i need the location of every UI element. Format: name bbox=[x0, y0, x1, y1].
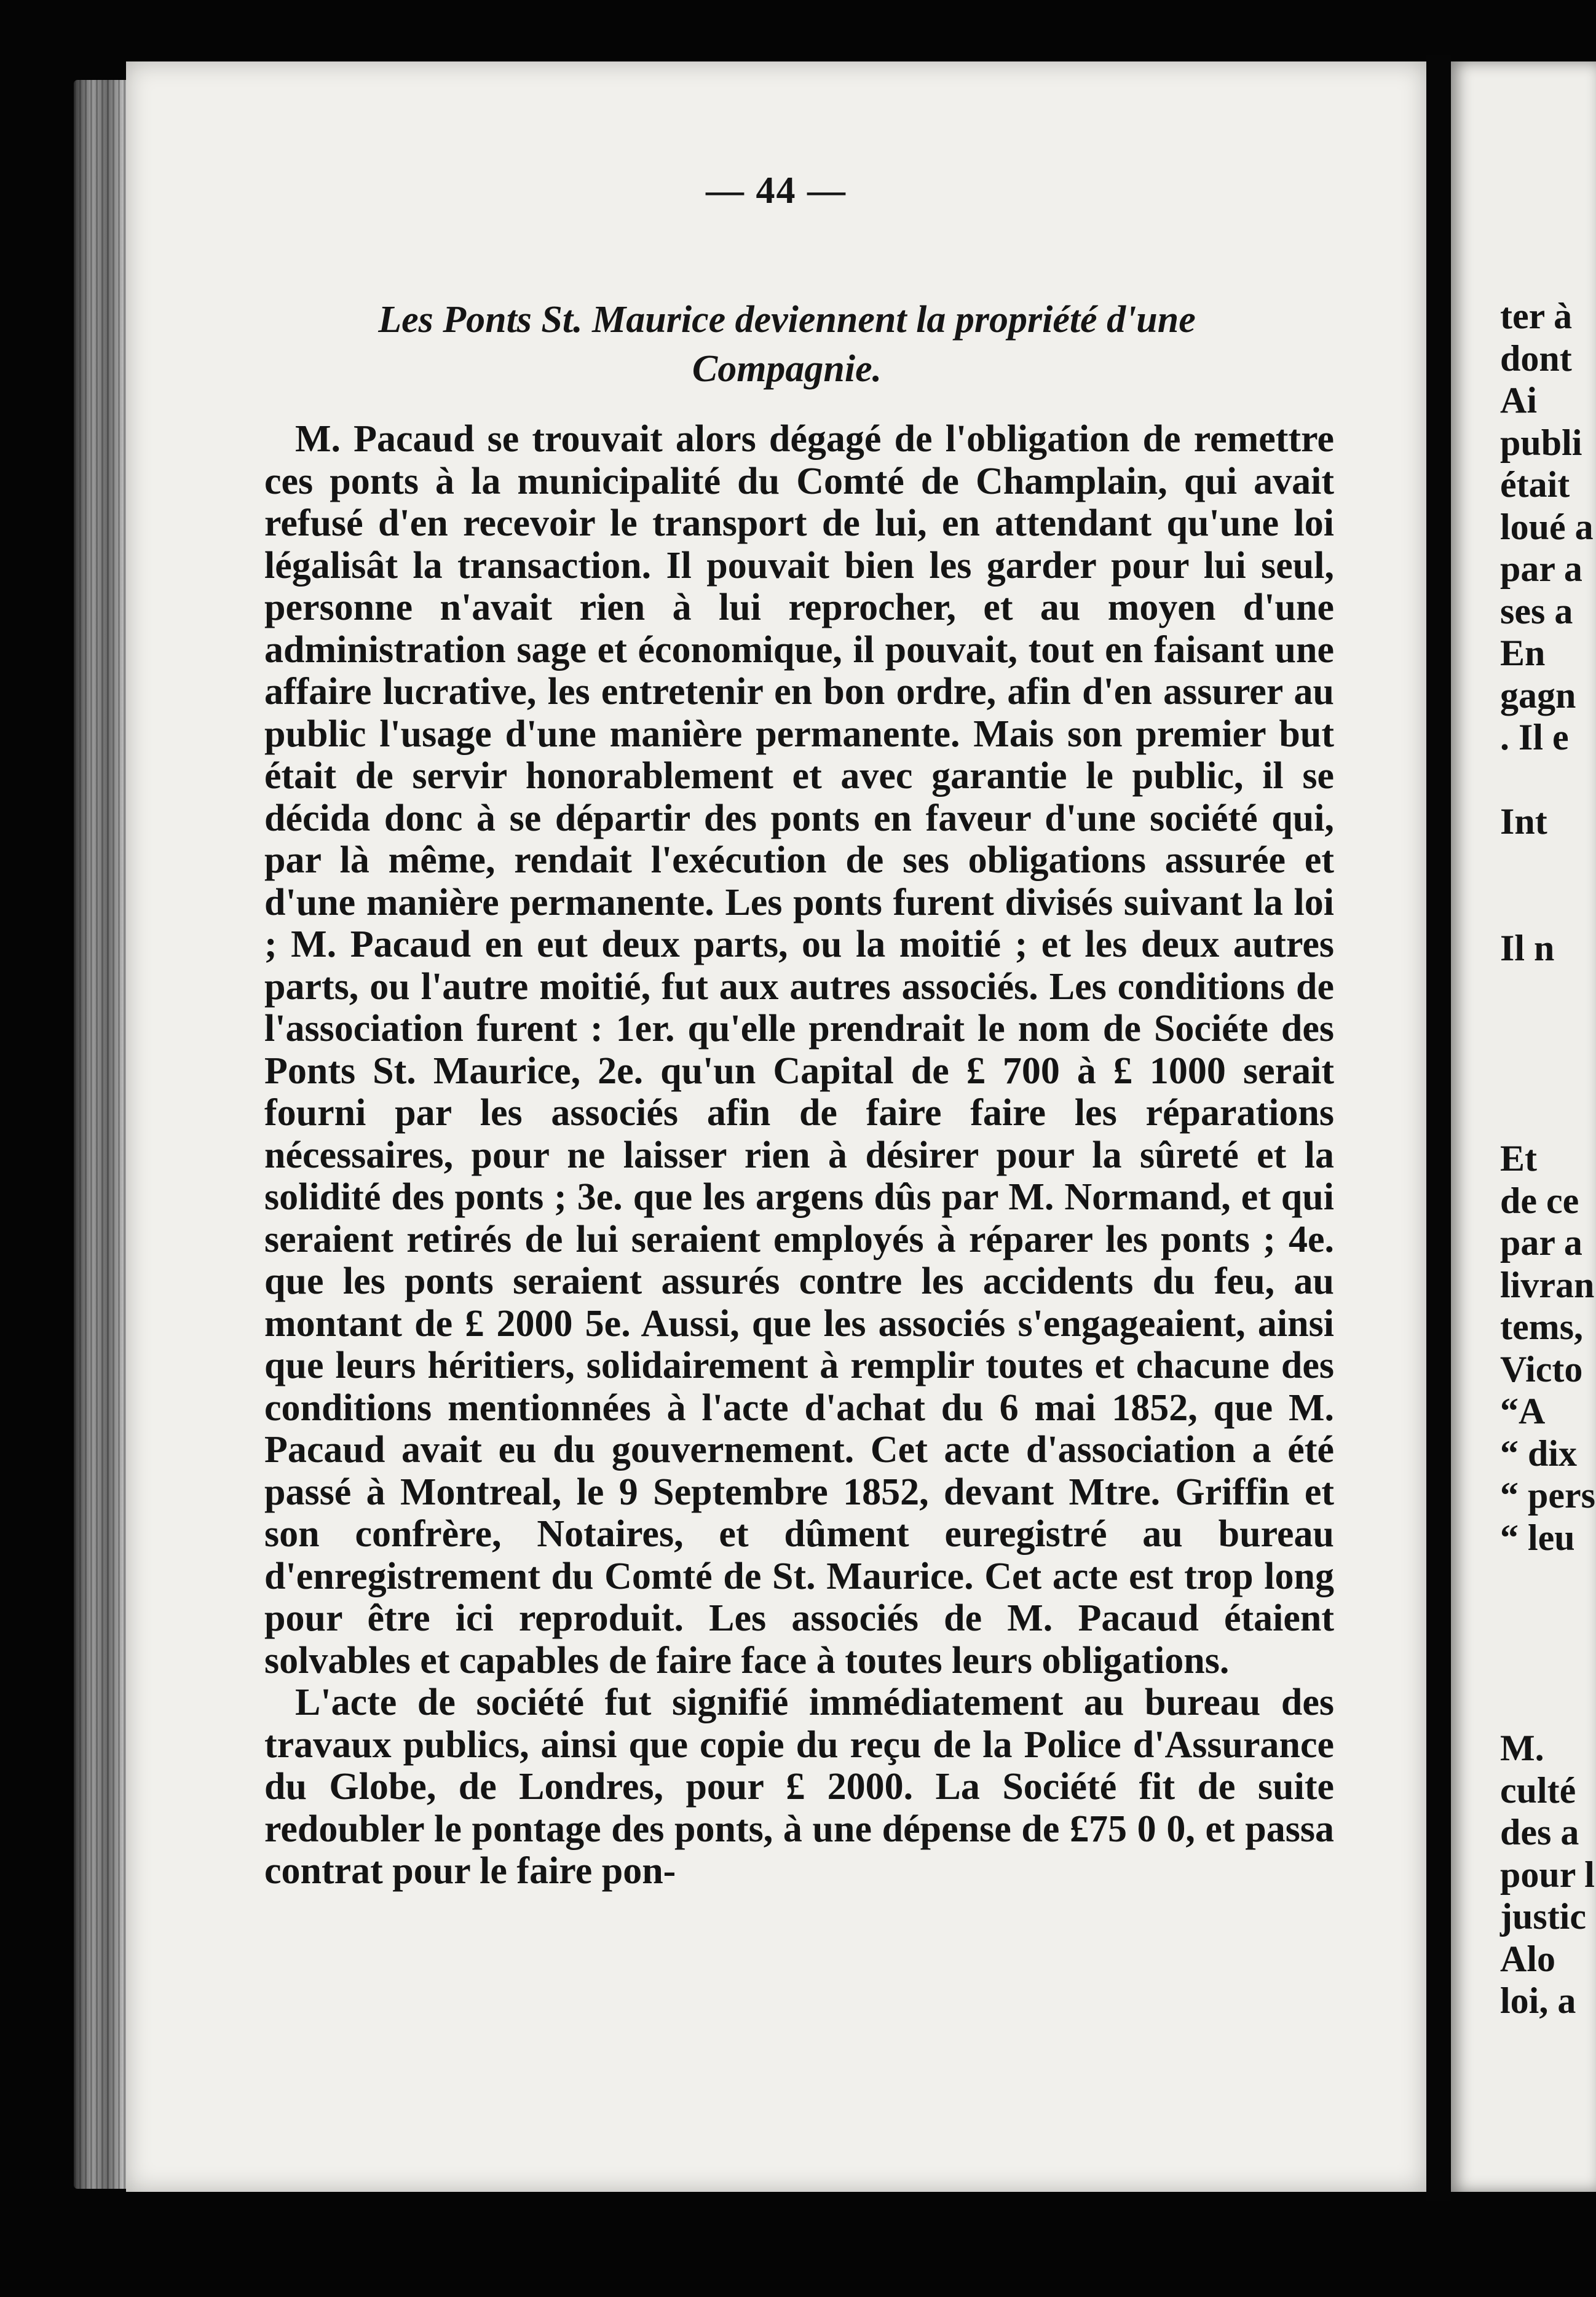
section-heading-line-1: Les Ponts St. Maurice deviennent la propriété d'une bbox=[378, 299, 1196, 341]
facing-line: Victo bbox=[1500, 1348, 1583, 1390]
facing-line bbox=[1500, 1601, 1596, 1643]
facing-line: Ai bbox=[1500, 380, 1537, 421]
facing-line: Int bbox=[1500, 801, 1547, 842]
facing-line: Il n bbox=[1500, 927, 1555, 968]
facing-line bbox=[1500, 1096, 1596, 1138]
facing-line: gagn bbox=[1500, 674, 1576, 716]
paragraph-2: L'acte de société fut signifié immédiatement au bureau des travaux publics, ainsi que copie du reçu de la Police d'Assurance du Globe, de Londres, pour £ 2000. La Société fit de suite redoubler le pontage des ponts, à une dépense de £75 0 0, et passa contrat pour le faire pon- bbox=[264, 1682, 1334, 1892]
facing-line: livran bbox=[1500, 1264, 1595, 1305]
facing-line: Alo bbox=[1500, 1938, 1555, 1979]
facing-line: culté bbox=[1500, 1769, 1576, 1811]
facing-line bbox=[1500, 759, 1596, 801]
facing-page-text bbox=[1500, 295, 1596, 2022]
facing-line: justic bbox=[1500, 1896, 1586, 1937]
facing-line: des a bbox=[1500, 1812, 1579, 1852]
facing-line: pour l bbox=[1500, 1854, 1595, 1895]
facing-line: “A bbox=[1500, 1391, 1546, 1431]
paragraph-1: M. Pacaud se trouvait alors dégagé de l'obligation de remettre ces ponts à la municipalité du Comté de Champlain, qui avait refusé d'en recevoir le transport de lui, en attendant qu'une loi légalisât la transaction. Il pouvait bien les garder pour lui seul, personne n'avait rien à lui reprocher, et au moyen d'une administration sage et économique, il pouvait, tout en faisant une affaire lucrative, les entretenir en bon ordre, afin d'en assurer au public l'usage d'une manière permanente. Mais son premier but était de servir honorablement et avec garantie le public, il se décida donc à se départir des ponts en faveur d'une société qui, par là même, rendait l'exécution de ses obligations assurée et d'une manière permanente. Les ponts furent divisés suivant la loi ; M. Pacaud en eut deux parts, ou la moitié ; et les deux autres parts, ou l'autre moitié, fut aux autres associés. Les conditions de l'association furent : 1er. qu'elle prendrait le nom de Sociéte des Ponts St. Maurice, 2e. qu'un Capital de £ 700 à £ 1000 serait fourni par les associés afin de faire faire les réparations nécessaires, pour ne laisser rien à désirer pour la sûreté et la solidité des ponts ; 3e. que les argens dûs par M. Normand, et qui seraient retirés de lui seraient employés à réparer les ponts ; 4e. que les ponts seraient assurés contre les accidents du feu, au montant de £ 2000 5e. Aussi, que les associés s'engageaient, ainsi que leurs héritiers, solidairement à remplir toutes et chacune des conditions mentionnées à l'acte d'achat du 6 mai 1852, que M. Pacaud avait eu du gouvernement. Cet acte d'association a été passé à Montreal, le 9 Septembre 1852, devant Mtre. Griffin et son confrère, Notaires, et dûment euregistré au bureau d'enregistrement du Comté de St. Maurice. Cet acte est trop long pour être ici reproduit. Les associés de M. Pacaud étaient solvables et capables de faire face à toutes leurs obligations. bbox=[264, 418, 1334, 1682]
facing-line bbox=[1500, 1011, 1596, 1054]
facing-line: M. bbox=[1500, 1728, 1544, 1768]
page-number: — 44 — bbox=[706, 170, 847, 212]
page-gutter bbox=[1426, 55, 1451, 2201]
facing-line bbox=[1500, 1053, 1596, 1096]
facing-line bbox=[1500, 1685, 1596, 1728]
facing-line: Et bbox=[1500, 1138, 1537, 1179]
facing-line: de ce bbox=[1500, 1180, 1579, 1221]
facing-line bbox=[1500, 969, 1596, 1011]
facing-line: “ leu bbox=[1500, 1517, 1575, 1558]
section-heading bbox=[258, 295, 1316, 393]
facing-line: par a bbox=[1500, 548, 1582, 589]
facing-line bbox=[1500, 1643, 1596, 1685]
facing-line: tems, bbox=[1500, 1307, 1583, 1347]
facing-line: “ dix bbox=[1500, 1433, 1578, 1474]
facing-line: loi, a bbox=[1500, 1980, 1576, 2021]
facing-line bbox=[1500, 885, 1596, 927]
section-heading-line-2: Compagnie. bbox=[692, 348, 882, 390]
facing-line: loué a bbox=[1500, 506, 1594, 547]
facing-line: “ pers bbox=[1500, 1475, 1595, 1516]
facing-line: par a bbox=[1500, 1222, 1582, 1263]
facing-line: était bbox=[1500, 464, 1570, 505]
facing-line: dont bbox=[1500, 338, 1572, 379]
facing-line bbox=[1500, 1559, 1596, 1601]
facing-line: ter à bbox=[1500, 296, 1573, 336]
facing-line: . Il e bbox=[1500, 717, 1569, 757]
body-text bbox=[264, 418, 1334, 1892]
facing-line: En bbox=[1500, 633, 1546, 673]
facing-line bbox=[1500, 843, 1596, 885]
facing-line: ses a bbox=[1500, 590, 1573, 631]
facing-line: publi bbox=[1500, 422, 1582, 463]
